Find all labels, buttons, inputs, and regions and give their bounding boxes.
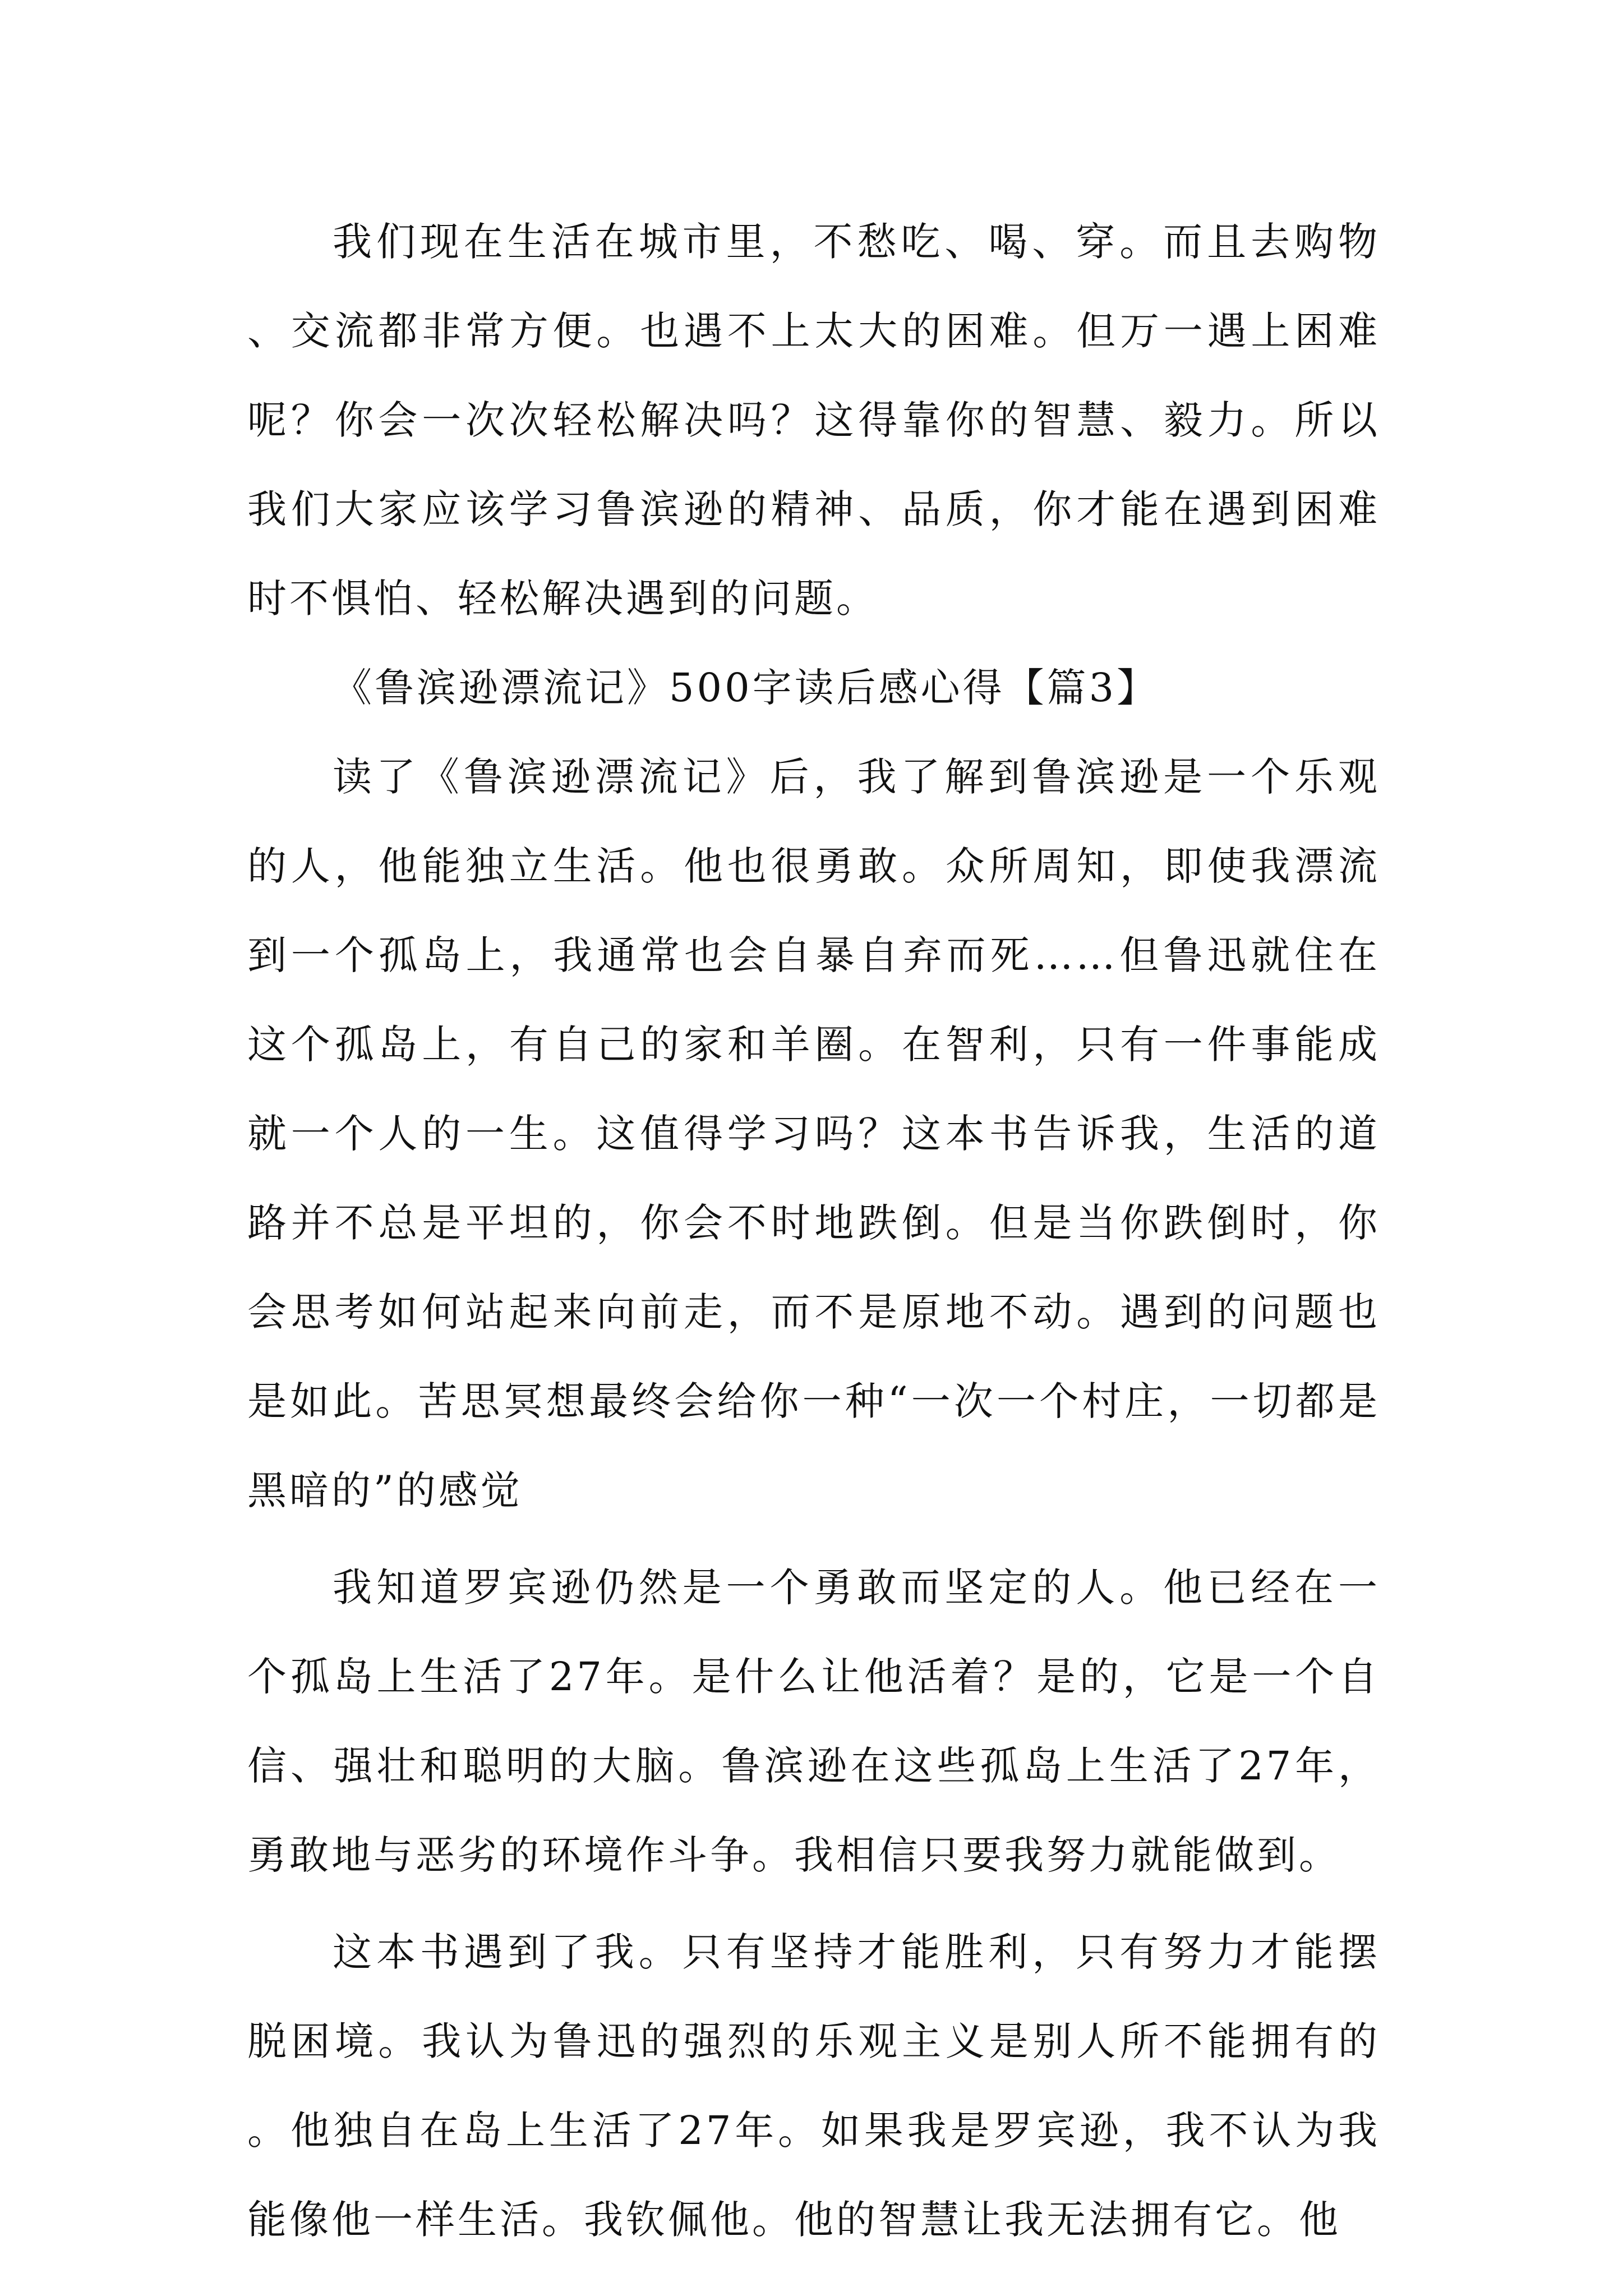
body-paragraph: 读了《鲁滨逊漂流记》后，我了解到鲁滨逊是一个乐观的人，他能独立生活。他也很勇敢。众所周知，即使我漂流到一个孤岛上，我通常也会自暴自弃而死……但鲁迅就住在这个孤岛上，有自己的家和羊圈。在智利，只有一件事能成就一个人的一生。这值得学习吗？这本书告诉我，生活的道路并不总是平坦的，你会不时地跌倒。但是当你跌倒时，你会思考如何站起来向前走，而不是原地不动。遇到的问题也是如此。苦思冥想最终会给你一种“一次一个村庄，一切都是黑暗的”的感觉 <box>247 754 1380 1513</box>
body-paragraph: 我知道罗宾逊仍然是一个勇敢而坚定的人。他已经在一个孤岛上生活了27年。是什么让他活着？是的，它是一个自信、强壮和聪明的大脑。鲁滨逊在这些孤岛上生活了27年，勇敢地与恶劣的环境作斗争。我相信只要我努力就能做到。 <box>247 1565 1380 1878</box>
body-paragraph: 我们现在生活在城市里，不愁吃、喝、穿。而且去购物、交流都非常方便。也遇不上太大的困难。但万一遇上困难呢？你会一次次轻松解决吗？这得靠你的智慧、毅力。所以我们大家应该学习鲁滨逊的精神、品质，你才能在遇到困难时不惧怕、轻松解决遇到的问题。 <box>247 219 1380 622</box>
body-paragraph: 这本书遇到了我。只有坚持才能胜利，只有努力才能摆脱困境。我认为鲁迅的强烈的乐观主义是别人所不能拥有的。他独自在岛上生活了27年。如果我是罗宾逊，我不认为我能像他一样生活。我钦佩他。他的智慧让我无法拥有它。他 <box>247 1929 1380 2243</box>
document-body <box>247 197 1380 2265</box>
section-heading: 《鲁滨逊漂流记》500字读后感心得【篇3】 <box>333 665 1159 711</box>
